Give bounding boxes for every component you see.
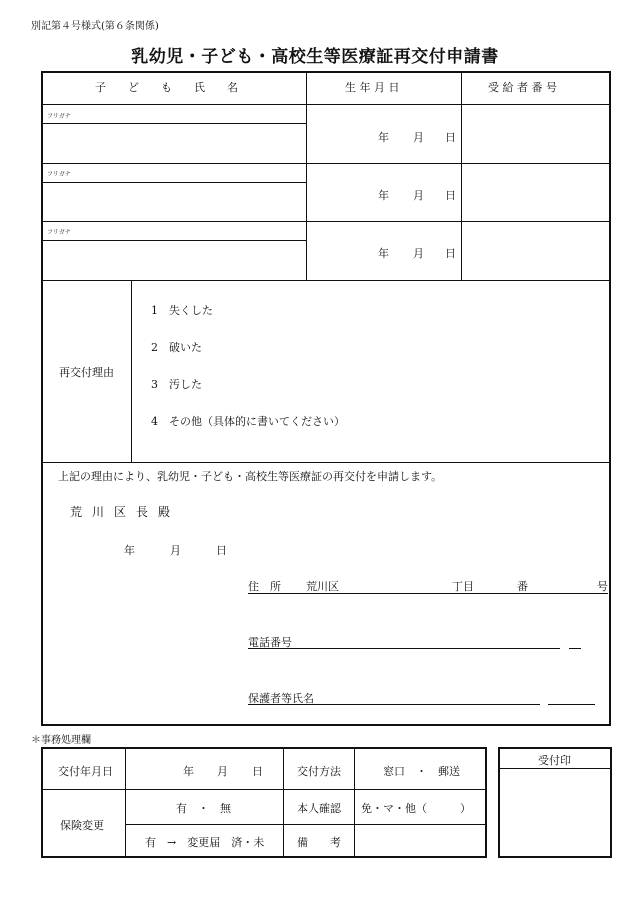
reason-option-dirty[interactable]: 3 汚した <box>151 378 202 391</box>
identity-check-label: 本人確認 <box>297 802 341 815</box>
child-rows-bottom-divider <box>41 280 611 281</box>
reason-option-torn[interactable]: 2 破いた <box>151 341 202 354</box>
birth-year-label: 年 <box>378 247 389 260</box>
furigana-label: フリガナ <box>47 229 71 236</box>
office-sub-row-divider <box>125 824 487 825</box>
birth-month-label: 月 <box>413 131 424 144</box>
change-notice-status: 有 → 変更届 済・未 <box>145 836 265 849</box>
birth-day-label: 日 <box>445 189 456 202</box>
furigana-field[interactable] <box>44 165 304 181</box>
guardian-name-field[interactable] <box>330 686 590 704</box>
phone-field[interactable] <box>300 630 570 648</box>
address-go-label: 号 <box>597 580 608 593</box>
office-row-divider <box>41 789 487 790</box>
remarks-label: 備 考 <box>297 836 341 849</box>
office-col-divider <box>125 747 126 858</box>
issue-month-label: 月 <box>217 765 228 778</box>
child-name-field[interactable] <box>44 242 304 278</box>
reason-bottom-divider <box>41 462 611 463</box>
header-recipient-number: 受 給 者 番 号 <box>488 81 557 94</box>
header-row-divider <box>41 104 611 105</box>
child-row-divider <box>41 221 611 222</box>
insurance-change-label: 保険変更 <box>60 819 104 832</box>
page-title: 乳幼児・子ども・高校生等医療証再交付申請書 <box>131 47 499 67</box>
furigana-divider <box>41 182 306 183</box>
insurance-yes-no: 有 ・ 無 <box>176 802 231 815</box>
birth-year-label: 年 <box>378 131 389 144</box>
recipient-number-field[interactable] <box>463 165 609 220</box>
name-column-divider <box>306 71 307 280</box>
guardian-underline <box>248 704 540 705</box>
birth-column-divider <box>461 71 462 280</box>
office-col-divider <box>354 747 355 858</box>
address-label: 住 所 <box>248 580 281 593</box>
identity-check-value: 免・マ・他（ ） <box>361 802 471 815</box>
form-number-label: 別記第４号様式(第６条関係) <box>31 21 159 32</box>
furigana-field[interactable] <box>44 223 304 239</box>
issue-method-label: 交付方法 <box>297 765 341 778</box>
reason-option-lost[interactable]: 1 失くした <box>151 304 213 317</box>
child-name-field[interactable] <box>44 184 304 219</box>
phone-underline-tail <box>569 648 581 649</box>
furigana-field[interactable] <box>44 106 304 122</box>
birth-month-label: 月 <box>413 247 424 260</box>
furigana-divider <box>41 240 306 241</box>
reception-stamp-label: 受付印 <box>538 754 571 767</box>
child-name-field[interactable] <box>44 125 304 161</box>
address-ban-label: 番 <box>517 580 528 593</box>
furigana-label: フリガナ <box>47 113 71 120</box>
birth-day-label: 日 <box>445 247 456 260</box>
addressee: 荒川区長殿 <box>70 505 181 519</box>
header-child-name: 子 ど も 氏 名 <box>95 81 238 94</box>
child-row-divider <box>41 163 611 164</box>
address-field[interactable] <box>346 574 596 592</box>
birth-year-label: 年 <box>378 189 389 202</box>
phone-underline <box>248 648 560 649</box>
address-ward: 荒川区 <box>306 580 339 593</box>
furigana-label: フリガナ <box>47 171 71 178</box>
reason-label-divider <box>131 280 132 462</box>
reason-option-other[interactable]: 4 その他（具体的に書いてください） <box>151 415 345 428</box>
issue-day-label: 日 <box>252 765 263 778</box>
application-year-label: 年 <box>124 544 135 557</box>
furigana-divider <box>41 123 306 124</box>
header-birth-date: 生 年 月 日 <box>345 81 400 94</box>
office-col-divider <box>283 747 284 858</box>
phone-label: 電話番号 <box>248 636 292 649</box>
issue-year-label: 年 <box>183 765 194 778</box>
recipient-number-field[interactable] <box>463 106 609 162</box>
guardian-name-label: 保護者等氏名 <box>248 692 314 705</box>
application-month-label: 月 <box>170 544 181 557</box>
birth-month-label: 月 <box>413 189 424 202</box>
stamp-header-divider <box>498 768 612 769</box>
reason-label: 再交付理由 <box>59 366 114 379</box>
birth-day-label: 日 <box>445 131 456 144</box>
issue-date-label: 交付年月日 <box>58 765 113 778</box>
application-day-label: 日 <box>216 544 227 557</box>
guardian-underline-tail <box>548 704 595 705</box>
issue-method-value: 窓口 ・ 郵送 <box>383 765 460 778</box>
address-underline <box>248 593 608 594</box>
office-use-label: ＊事務処理欄 <box>31 735 91 746</box>
address-chome-label: 丁目 <box>452 580 474 593</box>
recipient-number-field[interactable] <box>463 223 609 279</box>
declaration-text: 上記の理由により、乳幼児・子ども・高校生等医療証の再交付を申請します。 <box>58 470 443 483</box>
